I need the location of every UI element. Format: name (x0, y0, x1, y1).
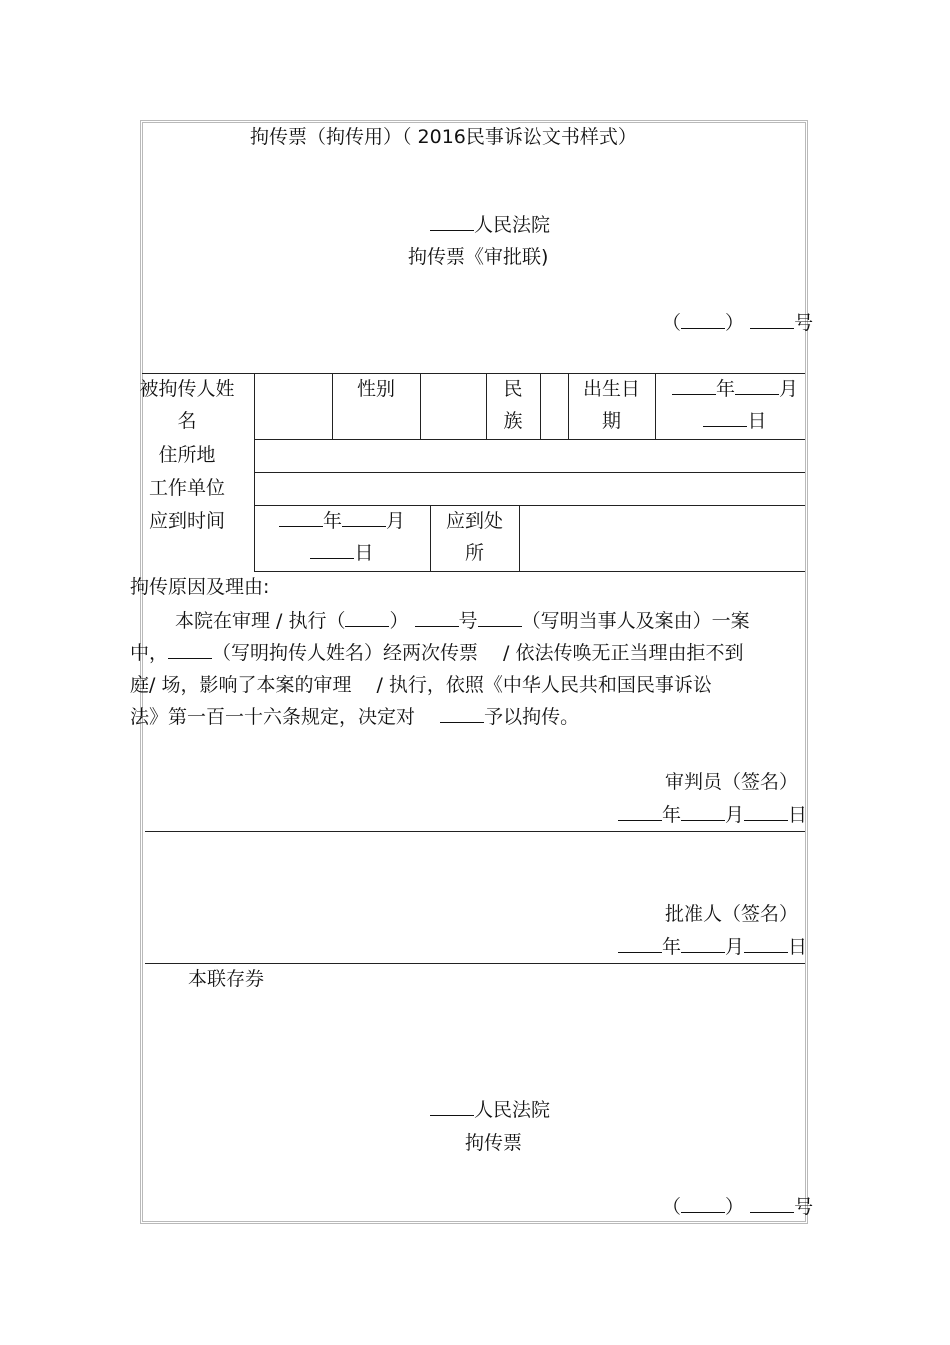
day-text: 日 (747, 410, 767, 432)
year-text: 年 (662, 804, 682, 826)
case-number-blank (750, 1197, 794, 1213)
due-time-line2 (254, 537, 430, 569)
section-divider (145, 963, 805, 964)
reason-line-2 (130, 642, 744, 665)
table-line (519, 505, 520, 571)
second-court-name-line (430, 1099, 550, 1122)
court-name-blank (430, 215, 474, 231)
reason-line-2-text-b: （写明拘传人姓名）经两次传票 / 依法传唤无正当理由拒不到 (212, 642, 744, 664)
second-case-number-line (662, 1196, 813, 1219)
reason-line-2-text-a: 中， (130, 642, 169, 664)
court-name-line (430, 214, 550, 237)
person-name-label-line1: 被拘传人姓 (139, 378, 235, 400)
ethnic-label-line2: 族 (503, 410, 523, 432)
blank (168, 643, 212, 659)
month-text: 月 (725, 804, 745, 826)
court-suffix: 人民法院 (474, 1099, 551, 1121)
month-text: 月 (779, 378, 799, 400)
case-number-suffix: 号 (794, 1196, 814, 1218)
blank-day (744, 805, 788, 821)
blank-day (744, 937, 788, 953)
reason-line-3: 庭/ 场，影响了本案的审理 / 执行，依照《中华人民共和国民事诉讼 (130, 674, 712, 696)
due-place-label-line1: 应到处 (445, 510, 503, 532)
judge-signature-label: 审判员（签名） (665, 771, 799, 793)
case-number-line (662, 312, 813, 335)
second-doc-name: 拘传票 (465, 1132, 523, 1154)
reason-line-1 (175, 610, 750, 633)
case-year-blank (681, 1197, 725, 1213)
blank-year (672, 379, 716, 395)
approver-signature-label: 批准人（签名） (665, 903, 799, 925)
ethnic-label (486, 373, 540, 437)
year-text: 年 (662, 936, 682, 958)
case-number-close: ） (725, 1196, 745, 1218)
blank-month (681, 937, 725, 953)
due-time-line1 (254, 505, 430, 537)
table-line (254, 472, 805, 473)
year-text: 年 (322, 510, 342, 532)
gender-label: 性别 (356, 378, 395, 400)
case-number-close: ） (725, 312, 745, 334)
table-line (655, 373, 656, 439)
reason-line-1-text-b: ） (389, 610, 409, 632)
blank (345, 611, 389, 627)
form-border (140, 120, 808, 1224)
reason-heading: 拘传原因及理由: (130, 576, 270, 598)
table-line (254, 571, 805, 572)
table-line (540, 373, 541, 439)
birth-date-label (568, 373, 655, 437)
case-number-suffix: 号 (794, 312, 814, 334)
blank-year (279, 511, 323, 527)
reason-line-1-text-a: 本院在审理 / 执行（ (175, 610, 346, 632)
approver-date (618, 936, 807, 959)
month-text: 月 (725, 936, 745, 958)
day-text: 日 (788, 804, 808, 826)
due-time-label: 应到时间 (148, 510, 225, 532)
section-divider (145, 831, 805, 832)
month-text: 月 (386, 510, 406, 532)
due-place-label (430, 505, 519, 569)
year-text: 年 (715, 378, 735, 400)
due-place-label-line2: 所 (464, 542, 484, 564)
blank (415, 611, 459, 627)
judge-date (618, 804, 807, 827)
birth-date-line2 (660, 405, 810, 437)
case-number-blank (750, 313, 794, 329)
case-year-blank (681, 313, 725, 329)
due-time-value (254, 505, 430, 569)
table-line (254, 439, 805, 440)
birth-date-label-line1: 出生日 (582, 378, 640, 400)
birth-date-value (660, 373, 810, 437)
blank-day (703, 411, 747, 427)
person-name-label (128, 373, 246, 437)
blank-month (342, 511, 386, 527)
reason-line-4-text-b: 予以拘传。 (484, 706, 580, 728)
blank-month (681, 805, 725, 821)
blank (440, 707, 484, 723)
blank-year (618, 805, 662, 821)
blank-day (310, 543, 354, 559)
ethnic-label-line1: 民 (503, 378, 523, 400)
case-number-open: （ (662, 312, 682, 334)
court-name-blank (430, 1100, 474, 1116)
stub-note: 本联存券 (188, 968, 265, 990)
reason-line-4-text-a: 法》第一百一十六条规定，决定对 (130, 706, 416, 728)
day-text: 日 (788, 936, 808, 958)
work-unit-label: 工作单位 (148, 477, 225, 499)
birth-date-label-line2: 期 (601, 410, 621, 432)
birth-date-line1 (660, 373, 810, 405)
day-text: 日 (354, 542, 374, 564)
person-name-label-line2: 名 (177, 410, 197, 432)
blank-month (735, 379, 779, 395)
case-number-open: （ (662, 1196, 682, 1218)
court-suffix: 人民法院 (474, 214, 551, 236)
reason-line-1-text-c: 号 (458, 610, 478, 632)
residence-label: 住所地 (158, 444, 216, 466)
approval-doc-name: 拘传票《审批联) (408, 246, 549, 268)
reason-line-4 (130, 706, 579, 729)
table-line (420, 373, 421, 439)
blank (478, 611, 522, 627)
reason-line-1-text-d: （写明当事人及案由）一案 (521, 610, 750, 632)
blank-year (618, 937, 662, 953)
document-title: 拘传票（拘传用）（ 2016民事诉讼文书样式） (250, 126, 637, 148)
